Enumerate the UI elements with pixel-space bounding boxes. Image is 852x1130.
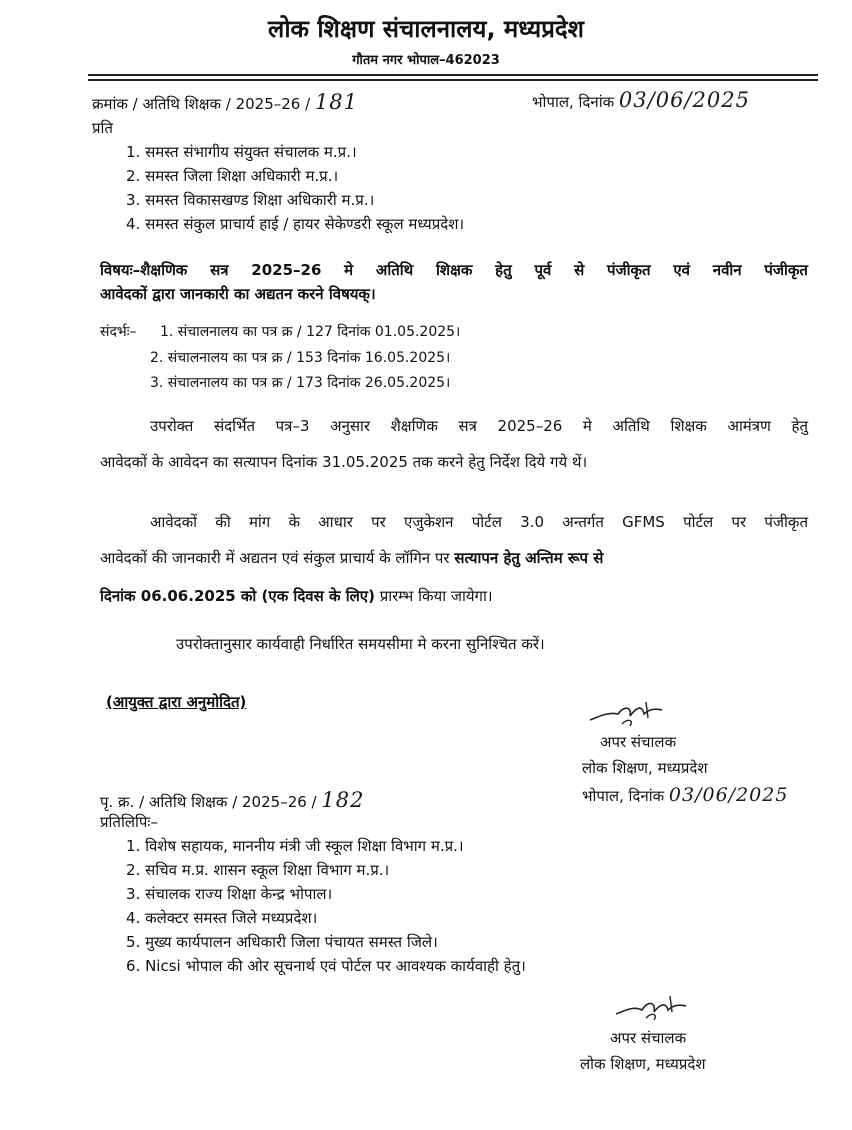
subject-line-1: विषयः–शैक्षणिक सत्र 2025–26 मे अतिथि शिक्षक हेतु पूर्व से पंजीकृत एवं नवीन पंजीकृत [100, 261, 808, 279]
paragraph-1-line-1: उपरोक्त संदर्भित पत्र–3 अनुसार शैक्षणिक सत्र 2025–26 मे अतिथि शिक्षक आमंत्रण हेतु [150, 417, 808, 435]
copy-item: 1. विशेष सहायक, माननीय मंत्री जी स्कूल शिक्षा विभाग म.प्र.। [126, 837, 464, 855]
to-label: प्रति [92, 119, 113, 137]
signatory-2-office: लोक शिक्षण, मध्यप्रदेश [580, 1055, 706, 1073]
paragraph-2-line-3 [100, 586, 493, 606]
recipient-item: 2. समस्त जिला शिक्षा अधिकारी म.प्र.। [126, 167, 339, 185]
paragraph-2-line-3-emphasis: दिनांक 06.06.2025 को (एक दिवस के लिए) [100, 587, 375, 605]
copy-label: प्रतिलिपिः– [100, 813, 158, 831]
letter-date [532, 88, 750, 112]
endorsement-reference [100, 788, 364, 812]
page-title: लोक शिक्षण संचालनालय, मध्यप्रदेश [268, 15, 584, 43]
signature-1 [584, 698, 674, 734]
paragraph-2-line-2 [100, 548, 603, 568]
letter-date-value: 03/06/2025 [618, 88, 750, 112]
header-divider-top [88, 74, 818, 76]
endorsement-date [582, 784, 788, 806]
endorsement-reference-number: 182 [321, 788, 365, 812]
approval-note: (आयुक्त द्वारा अनुमोदित) [106, 693, 247, 711]
recipient-item: 3. समस्त विकासखण्ड शिक्षा अधिकारी म.प्र.। [126, 191, 375, 209]
signatory-1-office: लोक शिक्षण, मध्यप्रदेश [582, 759, 708, 777]
office-address: गौतम नगर भोपाल–462023 [352, 53, 500, 68]
signature-2 [612, 994, 692, 1028]
recipient-item: 4. समस्त संकुल प्राचार्य हाई / हायर सेकेण्डरी स्कूल मध्यप्रदेश। [126, 215, 465, 233]
endorsement-date-value: 03/06/2025 [668, 784, 789, 806]
paragraph-1-line-2: आवेदकों के आवेदन का सत्यापन दिनांक 31.05.2025 तक करने हेतु निर्देश दिये गये थें। [100, 453, 588, 471]
reference-item: 1. संचालनालय का पत्र क्र / 127 दिनांक 01.05.2025। [160, 324, 461, 340]
copy-item: 3. संचालक राज्य शिक्षा केन्द्र भोपाल। [126, 885, 333, 903]
subject-line-2: आवेदकों द्वारा जानकारी का अद्यतन करने विषयक्। [100, 285, 376, 303]
letter-reference-prefix: क्रमांक / अतिथि शिक्षक / 2025–26 / [92, 95, 311, 113]
signatory-2-designation: अपर संचालक [610, 1029, 687, 1047]
paragraph-2-line-3-text: प्रारम्भ किया जायेगा। [379, 587, 493, 605]
endorsement-reference-prefix: पृ. क्र. / अतिथि शिक्षक / 2025–26 / [100, 793, 317, 811]
signatory-1-designation: अपर संचालक [600, 733, 677, 751]
reference-item: 3. संचालनालय का पत्र क्र / 173 दिनांक 26.05.2025। [150, 375, 451, 391]
letter-date-label: भोपाल, दिनांक [532, 93, 615, 111]
copy-item: 5. मुख्य कार्यपालन अधिकारी जिला पंचायत समस्त जिले। [126, 933, 438, 951]
paragraph-2-line-1: आवेदकों की मांग के आधार पर एजुकेशन पोर्टल 3.0 अन्तर्गत GFMS पोर्टल पर पंजीकृत [150, 513, 808, 531]
recipient-item: 1. समस्त संभागीय संयुक्त संचालक म.प्र.। [126, 143, 357, 161]
copy-item: 2. सचिव म.प्र. शासन स्कूल शिक्षा विभाग म.प्र.। [126, 861, 390, 879]
paragraph-2-line-2-emphasis: सत्यापन हेतु अन्तिम रूप से [454, 549, 604, 567]
paragraph-2-line-2-text: आवेदकों की जानकारी में अद्यतन एवं संकुल प्राचार्य के लॉगिन पर [100, 549, 450, 567]
endorsement-date-label: भोपाल, दिनांक [582, 787, 665, 805]
references-label: संदर्भः– [100, 324, 137, 340]
header-divider-bottom [88, 79, 818, 81]
letter-reference-number: 181 [314, 90, 359, 114]
paragraph-3: उपरोक्तानुसार कार्यवाही निर्धारित समयसीमा मे करना सुनिश्चित करें। [176, 635, 545, 653]
letter-reference [92, 90, 358, 114]
copy-item: 6. Nicsi भोपाल की ओर सूचनार्थ एवं पोर्टल पर आवश्यक कार्यवाही हेतु। [126, 957, 526, 975]
reference-item: 2. संचालनालय का पत्र क्र / 153 दिनांक 16.05.2025। [150, 350, 451, 366]
copy-item: 4. कलेक्टर समस्त जिले मध्यप्रदेश। [126, 909, 318, 927]
